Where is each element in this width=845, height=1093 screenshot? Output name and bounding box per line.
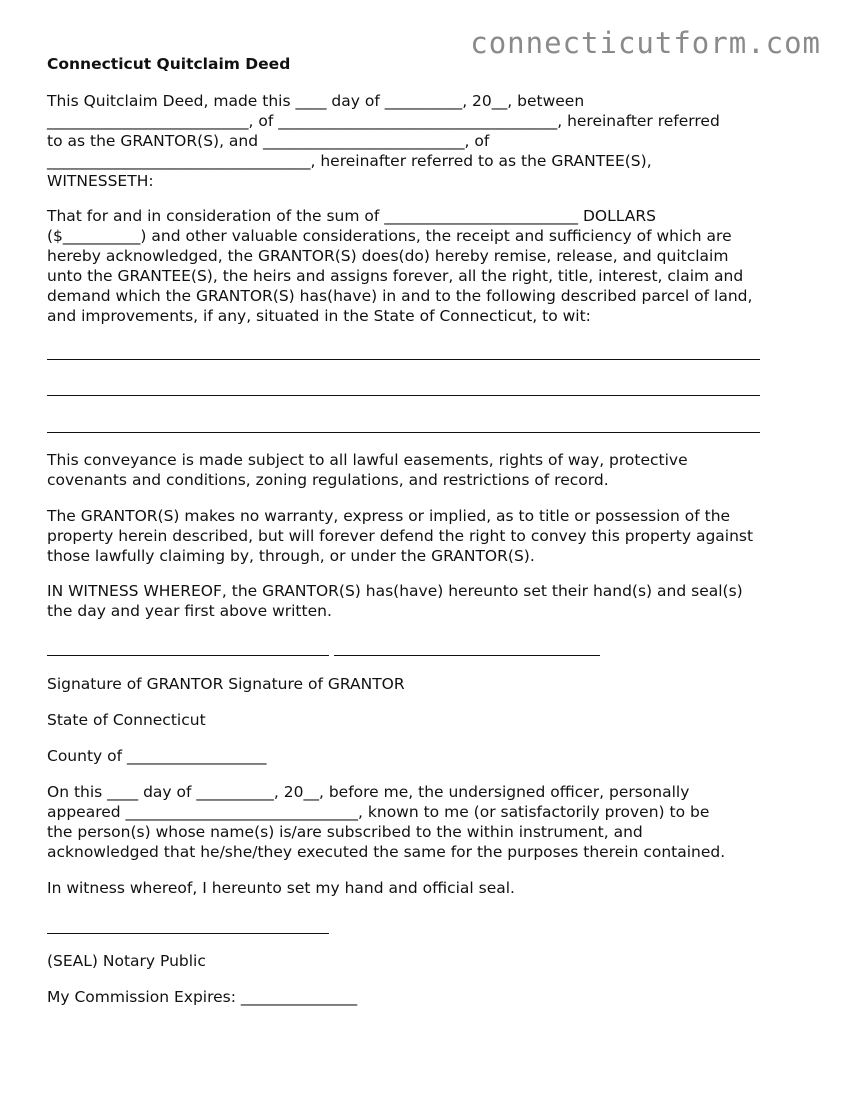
county-line: County of __________________ xyxy=(47,747,267,765)
intro-line: __________________________, of ____________________________________, hereinafter referred xyxy=(47,112,720,130)
acknowledgment-paragraph xyxy=(47,782,725,862)
conveyance-paragraph xyxy=(47,450,688,490)
consideration-line: unto the GRANTEE(S), the heirs and assigns forever, all the right, title, interest, claim and xyxy=(47,267,744,285)
consideration-line: That for and in consideration of the sum of _________________________ DOLLARS xyxy=(47,207,656,225)
acknowledgment-line: On this ____ day of __________, 20__, before me, the undersigned officer, personally xyxy=(47,783,690,801)
intro-line: WITNESSETH: xyxy=(47,172,154,190)
property-description-line xyxy=(47,432,760,433)
warranty-line: property herein described, but will forever defend the right to convey this property against xyxy=(47,527,754,545)
consideration-paragraph xyxy=(47,206,752,326)
intro-line: __________________________________, hereinafter referred to as the GRANTEE(S), xyxy=(47,152,652,170)
intro-line: This Quitclaim Deed, made this ____ day of __________, 20__, between xyxy=(47,92,585,110)
notary-label: (SEAL) Notary Public xyxy=(47,952,206,970)
witness-paragraph xyxy=(47,581,743,621)
commission-expires-line: My Commission Expires: _______________ xyxy=(47,988,358,1006)
consideration-line: and improvements, if any, situated in the State of Connecticut, to wit: xyxy=(47,307,591,325)
witness-line: the day and year first above written. xyxy=(47,602,332,620)
acknowledgment-line: appeared ______________________________, known to me (or satisfactorily proven) to be xyxy=(47,803,710,821)
state-line: State of Connecticut xyxy=(47,711,206,729)
witness-line: IN WITNESS WHEREOF, the GRANTOR(S) has(have) hereunto set their hand(s) and seal(s) xyxy=(47,582,743,600)
intro-line: to as the GRANTOR(S), and __________________________, of xyxy=(47,132,490,150)
signature-label: Signature of GRANTOR Signature of GRANTOR xyxy=(47,675,405,693)
notary-signature-line xyxy=(47,933,329,934)
property-description-line xyxy=(47,359,760,360)
property-description-line xyxy=(47,395,760,396)
watermark: connecticutform.com xyxy=(470,26,821,60)
consideration-line: demand which the GRANTOR(S) has(have) in and to the following described parcel of land, xyxy=(47,287,753,305)
acknowledgment-line: acknowledged that he/she/they executed the same for the purposes therein contained. xyxy=(47,843,726,861)
warranty-line: those lawfully claiming by, through, or under the GRANTOR(S). xyxy=(47,547,535,565)
conveyance-line: covenants and conditions, zoning regulations, and restrictions of record. xyxy=(47,471,609,489)
warranty-paragraph xyxy=(47,506,753,566)
grantor-signature-line xyxy=(47,655,329,656)
consideration-line: ($__________) and other valuable considerations, the receipt and sufficiency of which are xyxy=(47,227,732,245)
intro-paragraph xyxy=(47,91,720,191)
warranty-line: The GRANTOR(S) makes no warranty, express or implied, as to title or possession of the xyxy=(47,507,731,525)
acknowledgment-line: the person(s) whose name(s) is/are subscribed to the within instrument, and xyxy=(47,823,643,841)
consideration-line: hereby acknowledged, the GRANTOR(S) does(do) hereby remise, release, and quitclaim xyxy=(47,247,729,265)
document-title: Connecticut Quitclaim Deed xyxy=(47,55,291,73)
conveyance-line: This conveyance is made subject to all lawful easements, rights of way, protective xyxy=(47,451,688,469)
grantor-signature-line xyxy=(334,655,600,656)
notary-witness-statement: In witness whereof, I hereunto set my hand and official seal. xyxy=(47,879,515,897)
